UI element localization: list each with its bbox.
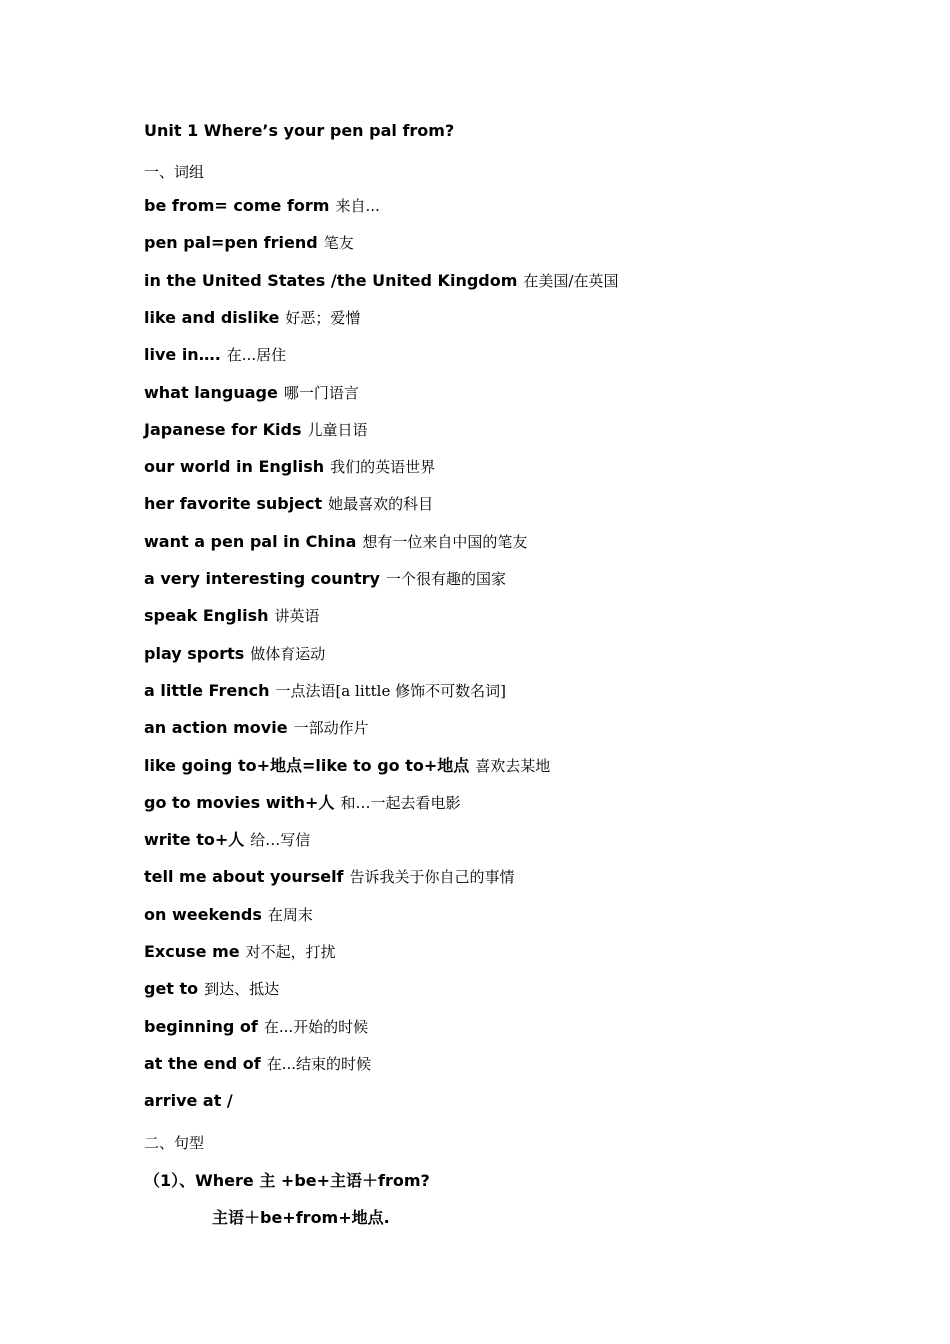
phrase-row [144, 756, 550, 776]
sentence-answer: 主语＋be+from+地点. [212, 1208, 390, 1227]
phrase-english: write to+人 [144, 830, 245, 849]
phrase-row [144, 271, 618, 291]
phrase-row [144, 196, 380, 216]
phrase-row [144, 457, 435, 477]
phrase-chinese: 好恶；爱憎 [285, 309, 361, 327]
phrase-chinese: 在美国/在英国 [523, 272, 619, 290]
phrase-chinese: 在...居住 [226, 346, 287, 364]
phrase-chinese: 和…一起去看电影 [340, 794, 461, 812]
phrase-english: our world in English [144, 457, 325, 476]
phrase-english: her favorite subject [144, 494, 323, 513]
phrase-chinese: 一部动作片 [293, 719, 369, 737]
phrase-row [144, 494, 433, 514]
phrase-english: tell me about yourself [144, 867, 344, 886]
phrase-chinese: 儿童日语 [307, 421, 368, 439]
phrase-row [144, 942, 336, 962]
phrase-row [144, 830, 310, 850]
phrase-english: get to [144, 979, 199, 998]
section-heading-phrases: 一、词组 [144, 163, 205, 181]
phrase-chinese: 一个很有趣的国家 [385, 570, 506, 588]
phrase-row [144, 606, 320, 626]
phrase-english: want a pen pal in China [144, 532, 357, 551]
phrase-english: speak English [144, 606, 269, 625]
page-title: Unit 1 Where’s your pen pal from? [144, 121, 455, 140]
phrase-english: a very interesting country [144, 569, 380, 588]
phrase-english: at the end of [144, 1054, 261, 1073]
phrase-chinese: 告诉我关于你自己的事情 [349, 868, 515, 886]
phrase-chinese: 到达、抵达 [204, 980, 280, 998]
phrase-english: a little French [144, 681, 270, 700]
phrase-row [144, 979, 279, 999]
phrase-english: on weekends [144, 905, 262, 924]
phrase-row [144, 569, 506, 589]
phrase-row [144, 420, 367, 440]
phrase-chinese: 喜欢去某地 [475, 757, 551, 775]
phrase-row [144, 867, 515, 887]
phrase-english: like going to+地点=like to go to+地点 [144, 756, 470, 775]
phrase-english: go to movies with+人 [144, 793, 335, 812]
phrase-row [144, 793, 460, 813]
phrase-row [144, 1054, 371, 1074]
phrase-chinese: 哪一门语言 [283, 384, 359, 402]
phrase-english: Excuse me [144, 942, 240, 961]
phrase-chinese: 在周末 [267, 906, 313, 924]
phrase-english: in the United States /the United Kingdom [144, 271, 518, 290]
phrase-chinese: 讲英语 [274, 607, 320, 625]
phrase-row [144, 233, 354, 253]
phrase-english: Japanese for Kids [144, 420, 302, 439]
phrase-chinese: 来自... [335, 197, 380, 215]
phrase-chinese: 在...结束的时候 [266, 1055, 372, 1073]
phrase-row [144, 532, 527, 552]
phrase-row [144, 308, 360, 328]
phrase-chinese: 给…写信 [250, 831, 311, 849]
phrase-row [144, 1091, 239, 1111]
phrase-chinese: 做体育运动 [250, 645, 326, 663]
phrase-english: live in…. [144, 345, 221, 364]
phrase-chinese: 想有一位来自中国的笔友 [362, 533, 528, 551]
phrase-row [144, 718, 369, 738]
phrase-chinese: 笔友 [323, 234, 354, 252]
phrase-row [144, 1017, 368, 1037]
phrase-english: play sports [144, 644, 245, 663]
phrase-chinese: 一点法语[a little 修饰不可数名词] [275, 682, 506, 700]
phrase-row [144, 644, 325, 664]
phrase-row [144, 345, 286, 365]
sentence-pattern: （1）、Where 主 +be+主语＋from? [144, 1171, 430, 1190]
phrase-english: like and dislike [144, 308, 280, 327]
phrase-chinese: 她最喜欢的科目 [328, 495, 434, 513]
phrase-english: arrive at / [144, 1091, 233, 1110]
section-heading-sentences: 二、句型 [144, 1134, 205, 1152]
phrase-english: what language [144, 383, 278, 402]
phrase-chinese: 在...开始的时候 [263, 1018, 369, 1036]
phrase-english: be from= come form [144, 196, 330, 215]
phrase-chinese: 我们的英语世界 [330, 458, 436, 476]
phrase-english: beginning of [144, 1017, 258, 1036]
phrase-chinese: 对不起，打扰 [245, 943, 336, 961]
phrase-english: an action movie [144, 718, 288, 737]
phrase-row [144, 905, 313, 925]
phrase-row [144, 681, 506, 701]
phrase-row [144, 383, 359, 403]
phrase-english: pen pal=pen friend [144, 233, 318, 252]
